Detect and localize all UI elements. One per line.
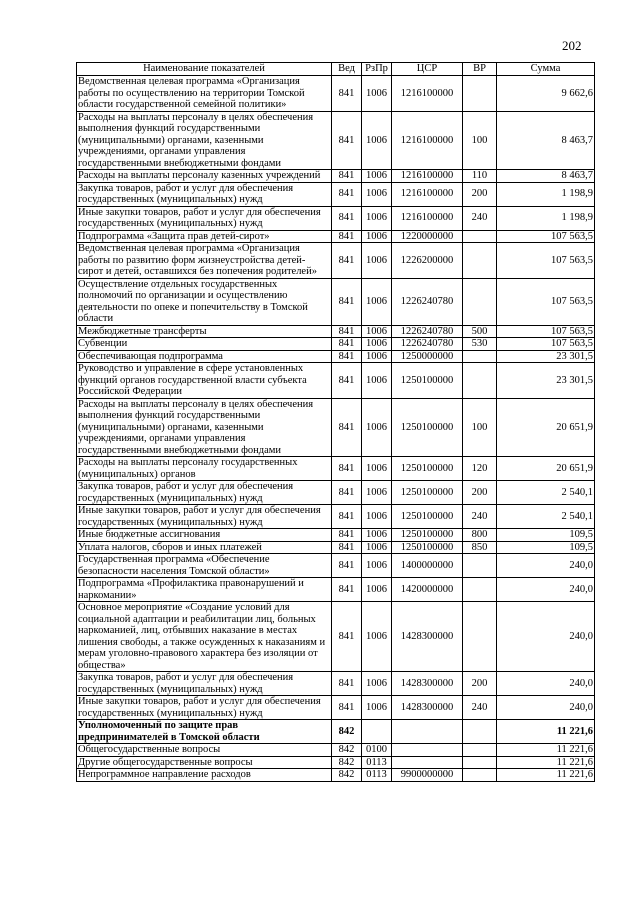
row-rzpr-cell: 0113	[362, 756, 392, 769]
row-name-cell: Уполномоченный по защите прав предпринимателей в Томской области	[77, 720, 332, 744]
row-csr-cell: 1428300000	[392, 672, 463, 696]
row-csr-cell: 1216100000	[392, 76, 463, 112]
row-vr-cell: 200	[463, 481, 497, 505]
row-vr-cell: 100	[463, 111, 497, 170]
row-vr-cell	[463, 720, 497, 744]
row-csr-cell: 1250100000	[392, 457, 463, 481]
row-sum-cell: 20 651,9	[497, 457, 595, 481]
row-ved-cell: 841	[332, 505, 362, 529]
row-csr-cell	[392, 744, 463, 757]
row-rzpr-cell: 1006	[362, 338, 392, 351]
row-vr-cell	[463, 744, 497, 757]
row-sum-cell: 240,0	[497, 554, 595, 578]
row-rzpr-cell: 1006	[362, 541, 392, 554]
row-ved-cell: 841	[332, 325, 362, 338]
row-sum-cell: 2 540,1	[497, 481, 595, 505]
row-ved-cell: 841	[332, 398, 362, 457]
row-ved-cell: 841	[332, 76, 362, 112]
row-vr-cell	[463, 578, 497, 602]
row-sum-cell: 11 221,6	[497, 720, 595, 744]
row-ved-cell: 842	[332, 756, 362, 769]
table-row	[77, 505, 595, 529]
row-rzpr-cell: 0113	[362, 769, 392, 782]
row-csr-cell: 1226240780	[392, 325, 463, 338]
table-row	[77, 720, 595, 744]
row-csr-cell: 1216100000	[392, 170, 463, 183]
row-ved-cell: 841	[332, 350, 362, 363]
row-vr-cell: 200	[463, 182, 497, 206]
table-row	[77, 363, 595, 399]
table-body	[77, 76, 595, 782]
table-row	[77, 350, 595, 363]
row-rzpr-cell: 1006	[362, 672, 392, 696]
table-row	[77, 76, 595, 112]
row-sum-cell: 8 463,7	[497, 111, 595, 170]
row-ved-cell: 841	[332, 481, 362, 505]
row-csr-cell: 1250100000	[392, 481, 463, 505]
header-rzpr: РзПр	[362, 63, 392, 76]
row-rzpr-cell: 1006	[362, 398, 392, 457]
row-sum-cell: 107 563,5	[497, 278, 595, 325]
row-csr-cell: 1220000000	[392, 230, 463, 243]
row-name-cell: Подпрограмма «Профилактика правонарушений и наркомании»	[77, 578, 332, 602]
row-csr-cell: 1250100000	[392, 398, 463, 457]
row-name-cell: Расходы на выплаты персоналу в целях обеспечения выполнения функций государственными (муниципальными) органами, казенными учреждениями, органами управления государственными внебюджетными фондами	[77, 398, 332, 457]
row-sum-cell: 107 563,5	[497, 243, 595, 279]
row-ved-cell: 841	[332, 696, 362, 720]
row-name-cell: Субвенции	[77, 338, 332, 351]
row-vr-cell: 800	[463, 529, 497, 542]
row-vr-cell: 240	[463, 206, 497, 230]
row-vr-cell	[463, 350, 497, 363]
row-csr-cell: 1250100000	[392, 529, 463, 542]
row-name-cell: Ведомственная целевая программа «Организация работы по развитию форм жизнеустройства детей-сирот и детей, оставшихся без попечения родителей»	[77, 243, 332, 279]
row-vr-cell: 240	[463, 696, 497, 720]
row-sum-cell: 20 651,9	[497, 398, 595, 457]
table-row	[77, 398, 595, 457]
row-name-cell: Закупка товаров, работ и услуг для обеспечения государственных (муниципальных) нужд	[77, 672, 332, 696]
row-rzpr-cell: 1006	[362, 578, 392, 602]
row-name-cell: Иные закупки товаров, работ и услуг для обеспечения государственных (муниципальных) нужд	[77, 696, 332, 720]
table-row	[77, 338, 595, 351]
row-vr-cell: 240	[463, 505, 497, 529]
row-csr-cell: 1420000000	[392, 578, 463, 602]
table-row	[77, 769, 595, 782]
row-name-cell: Подпрограмма «Защита прав детей-сирот»	[77, 230, 332, 243]
row-name-cell: Иные закупки товаров, работ и услуг для обеспечения государственных (муниципальных) нужд	[77, 206, 332, 230]
row-sum-cell: 1 198,9	[497, 206, 595, 230]
row-ved-cell: 841	[332, 602, 362, 672]
row-sum-cell: 240,0	[497, 672, 595, 696]
table-row	[77, 481, 595, 505]
table-row	[77, 170, 595, 183]
row-rzpr-cell: 1006	[362, 505, 392, 529]
row-name-cell: Расходы на выплаты персоналу казенных учреждений	[77, 170, 332, 183]
row-csr-cell: 1216100000	[392, 111, 463, 170]
row-csr-cell: 1216100000	[392, 206, 463, 230]
row-sum-cell: 107 563,5	[497, 338, 595, 351]
table-row	[77, 672, 595, 696]
table-row	[77, 278, 595, 325]
header-ved: Вед	[332, 63, 362, 76]
row-rzpr-cell: 1006	[362, 206, 392, 230]
row-rzpr-cell: 1006	[362, 182, 392, 206]
row-rzpr-cell: 1006	[362, 350, 392, 363]
row-sum-cell: 23 301,5	[497, 363, 595, 399]
page-number: 202	[562, 38, 582, 53]
row-ved-cell: 841	[332, 578, 362, 602]
row-csr-cell: 1250100000	[392, 505, 463, 529]
row-ved-cell: 841	[332, 243, 362, 279]
row-csr-cell: 1226240780	[392, 278, 463, 325]
row-rzpr-cell: 1006	[362, 529, 392, 542]
row-vr-cell	[463, 243, 497, 279]
row-name-cell: Осуществление отдельных государственных полномочий по организации и осуществлению деятельности по опеке и попечительству в Томской области	[77, 278, 332, 325]
row-ved-cell: 841	[332, 529, 362, 542]
row-csr-cell	[392, 756, 463, 769]
row-vr-cell	[463, 363, 497, 399]
row-name-cell: Непрограммное направление расходов	[77, 769, 332, 782]
table-row	[77, 541, 595, 554]
row-csr-cell	[392, 720, 463, 744]
row-csr-cell: 1428300000	[392, 602, 463, 672]
table-row	[77, 744, 595, 757]
row-sum-cell: 11 221,6	[497, 769, 595, 782]
row-name-cell: Общегосударственные вопросы	[77, 744, 332, 757]
row-rzpr-cell: 1006	[362, 243, 392, 279]
row-name-cell: Расходы на выплаты персоналу в целях обеспечения выполнения функций государственными (муниципальными) органами, казенными учреждениями, органами управления государственными внебюджетными фондами	[77, 111, 332, 170]
table-row	[77, 182, 595, 206]
table-row	[77, 457, 595, 481]
table-row	[77, 325, 595, 338]
row-vr-cell: 120	[463, 457, 497, 481]
row-name-cell: Иные закупки товаров, работ и услуг для обеспечения государственных (муниципальных) нужд	[77, 505, 332, 529]
row-sum-cell: 11 221,6	[497, 756, 595, 769]
budget-table	[76, 62, 595, 782]
row-ved-cell: 841	[332, 541, 362, 554]
row-rzpr-cell: 1006	[362, 363, 392, 399]
row-vr-cell	[463, 554, 497, 578]
row-name-cell: Закупка товаров, работ и услуг для обеспечения государственных (муниципальных) нужд	[77, 182, 332, 206]
row-vr-cell	[463, 602, 497, 672]
row-ved-cell: 841	[332, 230, 362, 243]
row-vr-cell: 530	[463, 338, 497, 351]
row-ved-cell: 841	[332, 554, 362, 578]
row-sum-cell: 240,0	[497, 696, 595, 720]
row-vr-cell	[463, 76, 497, 112]
row-vr-cell: 500	[463, 325, 497, 338]
row-ved-cell: 841	[332, 170, 362, 183]
row-rzpr-cell: 1006	[362, 111, 392, 170]
row-sum-cell: 109,5	[497, 529, 595, 542]
row-csr-cell: 1250100000	[392, 541, 463, 554]
row-name-cell: Обеспечивающая подпрограмма	[77, 350, 332, 363]
row-rzpr-cell: 0100	[362, 744, 392, 757]
row-name-cell: Ведомственная целевая программа «Организация работы по осуществлению на территории Томской области государственной семейной политики»	[77, 76, 332, 112]
row-name-cell: Руководство и управление в сфере установленных функций органов государственной власти субъекта Российской Федерации	[77, 363, 332, 399]
row-sum-cell: 23 301,5	[497, 350, 595, 363]
table-header-row	[77, 63, 595, 76]
row-rzpr-cell: 1006	[362, 230, 392, 243]
row-csr-cell: 1216100000	[392, 182, 463, 206]
table-row	[77, 554, 595, 578]
table-row	[77, 111, 595, 170]
row-vr-cell	[463, 769, 497, 782]
row-rzpr-cell: 1006	[362, 170, 392, 183]
row-name-cell: Иные бюджетные ассигнования	[77, 529, 332, 542]
header-name: Наименование показателей	[77, 63, 332, 76]
table-row	[77, 230, 595, 243]
row-ved-cell: 841	[332, 363, 362, 399]
row-ved-cell: 841	[332, 457, 362, 481]
row-ved-cell: 842	[332, 720, 362, 744]
table-row	[77, 206, 595, 230]
row-rzpr-cell: 1006	[362, 278, 392, 325]
row-vr-cell: 110	[463, 170, 497, 183]
row-ved-cell: 841	[332, 672, 362, 696]
row-csr-cell: 1400000000	[392, 554, 463, 578]
header-csr: ЦСР	[392, 63, 463, 76]
row-name-cell: Закупка товаров, работ и услуг для обеспечения государственных (муниципальных) нужд	[77, 481, 332, 505]
row-rzpr-cell: 1006	[362, 76, 392, 112]
row-rzpr-cell: 1006	[362, 325, 392, 338]
row-ved-cell: 842	[332, 769, 362, 782]
row-rzpr-cell	[362, 720, 392, 744]
row-ved-cell: 842	[332, 744, 362, 757]
row-ved-cell: 841	[332, 278, 362, 325]
row-sum-cell: 240,0	[497, 602, 595, 672]
row-csr-cell: 9900000000	[392, 769, 463, 782]
table-row	[77, 756, 595, 769]
row-name-cell: Государственная программа «Обеспечение безопасности населения Томской области»	[77, 554, 332, 578]
table-row	[77, 529, 595, 542]
table-row	[77, 602, 595, 672]
table-row	[77, 696, 595, 720]
row-sum-cell: 2 540,1	[497, 505, 595, 529]
row-ved-cell: 841	[332, 338, 362, 351]
row-csr-cell: 1226240780	[392, 338, 463, 351]
row-csr-cell: 1250100000	[392, 363, 463, 399]
table-row	[77, 243, 595, 279]
row-name-cell: Другие общегосударственные вопросы	[77, 756, 332, 769]
row-sum-cell: 107 563,5	[497, 325, 595, 338]
table-row	[77, 578, 595, 602]
row-rzpr-cell: 1006	[362, 481, 392, 505]
row-rzpr-cell: 1006	[362, 554, 392, 578]
row-vr-cell: 100	[463, 398, 497, 457]
row-name-cell: Основное мероприятие «Создание условий для социальной адаптации и реабилитации лиц, больных наркоманией, лиц, отбывших наказание в местах лишения свободы, а также осужденных к наказаниям и мерам уголовно-правового характера без изоляции от общества»	[77, 602, 332, 672]
row-vr-cell	[463, 230, 497, 243]
row-vr-cell	[463, 756, 497, 769]
row-ved-cell: 841	[332, 206, 362, 230]
row-csr-cell: 1428300000	[392, 696, 463, 720]
row-rzpr-cell: 1006	[362, 696, 392, 720]
row-rzpr-cell: 1006	[362, 602, 392, 672]
row-csr-cell: 1250000000	[392, 350, 463, 363]
header-vr: ВР	[463, 63, 497, 76]
row-rzpr-cell: 1006	[362, 457, 392, 481]
row-sum-cell: 107 563,5	[497, 230, 595, 243]
row-sum-cell: 11 221,6	[497, 744, 595, 757]
row-name-cell: Расходы на выплаты персоналу государственных (муниципальных) органов	[77, 457, 332, 481]
row-sum-cell: 1 198,9	[497, 182, 595, 206]
row-name-cell: Уплата налогов, сборов и иных платежей	[77, 541, 332, 554]
row-ved-cell: 841	[332, 111, 362, 170]
row-sum-cell: 240,0	[497, 578, 595, 602]
row-vr-cell	[463, 278, 497, 325]
row-name-cell: Межбюджетные трансферты	[77, 325, 332, 338]
row-sum-cell: 9 662,6	[497, 76, 595, 112]
row-sum-cell: 109,5	[497, 541, 595, 554]
row-vr-cell: 850	[463, 541, 497, 554]
row-vr-cell: 200	[463, 672, 497, 696]
header-sum: Сумма	[497, 63, 595, 76]
row-csr-cell: 1226200000	[392, 243, 463, 279]
row-sum-cell: 8 463,7	[497, 170, 595, 183]
row-ved-cell: 841	[332, 182, 362, 206]
